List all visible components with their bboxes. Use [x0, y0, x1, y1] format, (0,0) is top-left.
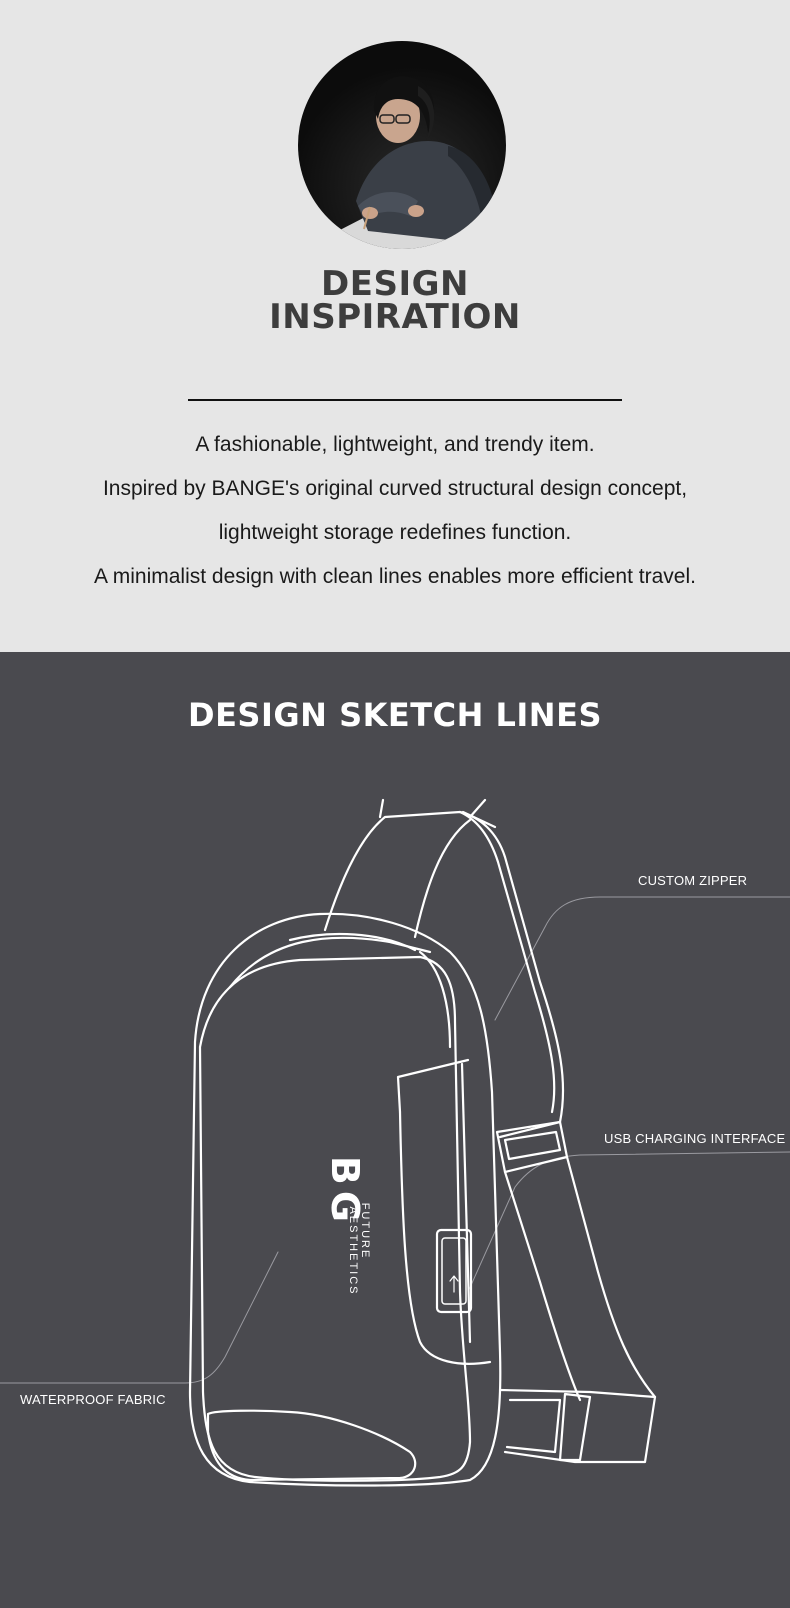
callout-line-fabric: [0, 1252, 278, 1383]
designer-illustration: [298, 41, 506, 249]
callout-waterproof-fabric: WATERPROOF FABRIC: [20, 1392, 166, 1407]
bg-logo-mark: BG: [323, 1155, 367, 1229]
bag-bottom-panel: [208, 1411, 415, 1480]
callout-usb-charging: USB CHARGING INTERFACE: [604, 1131, 786, 1146]
callout-line-usb: [468, 1152, 790, 1292]
callout-custom-zipper: CUSTOM ZIPPER: [638, 873, 748, 888]
callout-line-zipper: [495, 897, 790, 1020]
bg-logo-future: FUTURE: [359, 1202, 371, 1260]
design-sketch-section: [0, 652, 790, 1608]
divider-line: [188, 399, 622, 401]
inspiration-description: [0, 423, 790, 599]
inspiration-title: [0, 264, 790, 337]
bg-logo-aesthetics: AESTHETICS: [347, 1206, 359, 1296]
description-line-2: Inspired by BANGE's original curved structural design concept,: [102, 477, 688, 500]
sketch-title: DESIGN SKETCH LINES: [188, 696, 602, 734]
designer-body: [356, 141, 493, 241]
shoulder-strap: [325, 800, 563, 1137]
bag-sketch-drawing: [0, 652, 790, 1608]
inspiration-title-line1: DESIGN: [321, 264, 469, 304]
lower-strap: [500, 1390, 655, 1462]
usb-port-icon: [437, 1230, 471, 1312]
strap-buckle: [497, 1122, 655, 1400]
description-line-3: lightweight storage redefines function.: [218, 521, 572, 544]
inspiration-title-line2: INSPIRATION: [269, 297, 521, 337]
description-line-4: A minimalist design with clean lines enables more efficient travel.: [94, 565, 696, 588]
design-inspiration-section: [0, 0, 790, 652]
designer-portrait-image: [298, 41, 506, 249]
description-line-1: A fashionable, lightweight, and trendy item.: [195, 433, 595, 456]
